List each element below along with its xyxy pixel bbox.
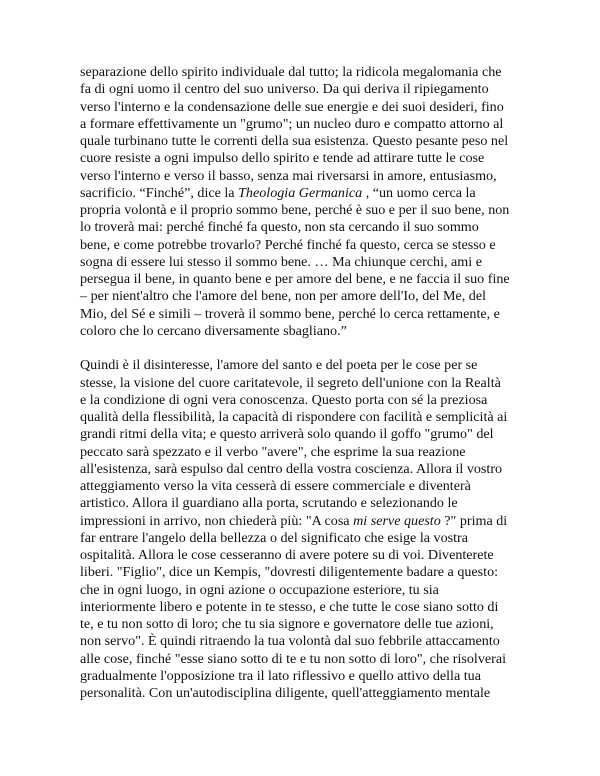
text-line: verso l'interno e verso il basso, senza mai riversarsi in amore, entusiasmo, bbox=[80, 167, 497, 184]
text-line: a formare effettivamente un "grumo"; un nucleo duro e compatto attorno al bbox=[80, 115, 504, 132]
text-line: lo troverà mai: perché finché fa questo, non sta cercando il suo sommo bbox=[80, 219, 479, 236]
text-line: Mio, del Sé e simili – troverà il sommo bene, perché lo cerca rettamente, e bbox=[80, 305, 500, 322]
text-line: che in ogni luogo, in ogni azione o occupazione esteriore, tu sia bbox=[80, 581, 439, 598]
text-line: bene, e come potrebbe trovarlo? Perché finché fa questo, cerca se stesso e bbox=[80, 236, 496, 253]
paragraph-gap bbox=[80, 340, 530, 357]
text-line: far entrare l'angelo della bellezza o del significato che esige la vostra bbox=[80, 529, 468, 546]
text-line: peccato sarà spezzato e il verbo "avere", che esprime la sua reazione bbox=[80, 443, 466, 460]
text-line: interiormente libero e potente in te stesso, e che tutte le cose siano sotto di bbox=[80, 598, 499, 615]
text-segment: ?" prima di bbox=[440, 512, 508, 529]
text-line bbox=[80, 185, 530, 202]
text-line: te, e tu non sotto di loro; che tu sia signore e governatore delle tue azioni, bbox=[80, 616, 494, 632]
text-line: e la condizione di ogni vera conoscenza. Questo porta con sé la preziosa bbox=[80, 391, 488, 408]
text-line: personalità. Con un'autodisciplina diligente, quell'atteggiamento mentale bbox=[80, 685, 491, 701]
text-line: atteggiamento verso la vita cesserà di essere commerciale e diventerà bbox=[80, 478, 471, 494]
text-line: ospitalità. Allora le cose cesseranno di avere potere su di voi. Diventerete bbox=[80, 547, 494, 563]
document-page bbox=[80, 64, 530, 702]
text-line: liberi. "Figlio", dice un Kempis, "dovresti diligentemente badare a questo: bbox=[80, 564, 499, 581]
text-line: non servo". È quindi ritraendo la tua volontà dal suo febbrile attaccamento bbox=[80, 633, 500, 650]
text-line: cuore resiste a ogni impulso dello spirito e tende ad attirare tutte le cose bbox=[80, 150, 485, 167]
text-segment: sacrificio. “Finché”, dice la bbox=[80, 184, 239, 201]
italic-title: Theologia Germanica bbox=[238, 184, 363, 201]
text-line: alle cose, finché "esse siano sotto di te e tu non sotto di loro", che risolverai bbox=[80, 650, 506, 667]
text-line: gradualmente l'opposizione tra il lato riflessivo e quello attivo della tua bbox=[80, 667, 481, 684]
text-segment: impressioni in arrivo, non chiederà più: "A cosa bbox=[80, 512, 354, 529]
text-line: grandi ritmi della vita; e questo arriverà solo quando il goffo "grumo" del bbox=[80, 426, 494, 443]
text-line: stesse, la visione del cuore caritatevole, il segreto dell'unione con la Realtà bbox=[80, 374, 501, 391]
text-line: Quindi è il disinteresse, l'amore del santo e del poeta per le cose per se bbox=[80, 357, 478, 374]
text-line: – per nient'altro che l'amore del bene, non per amore dell'Io, del Me, del bbox=[80, 288, 487, 305]
text-line: coloro che lo cercano diversamente sbagliano.” bbox=[80, 322, 347, 339]
text-line: sogna di essere lui stesso il sommo bene. … Ma chiunque cerchi, ami e bbox=[80, 253, 482, 270]
text-line: persegua il bene, in quanto bene e per amore del bene, e ne faccia il suo fine bbox=[80, 271, 510, 287]
text-line: qualità della flessibilità, la capacità di rispondere con facilità e semplicità ai bbox=[80, 409, 508, 425]
text-line: all'esistenza, sarà espulso dal centro della vostra coscienza. Allora il vostro bbox=[80, 460, 503, 477]
paragraph-1 bbox=[80, 64, 530, 340]
text-line bbox=[80, 513, 530, 530]
text-segment: , “un uomo cerca la bbox=[362, 184, 476, 201]
text-line: verso l'interno e la condensazione delle sue energie e dei suoi desideri, fino bbox=[80, 98, 504, 115]
text-line: artistico. Allora il guardiano alla porta, scrutando e selezionando le bbox=[80, 495, 458, 512]
italic-title: mi serve questo bbox=[353, 512, 441, 529]
text-line: separazione dello spirito individuale dal tutto; la ridicola megalomania che bbox=[80, 64, 502, 80]
paragraph-2 bbox=[80, 357, 530, 702]
text-line: fa di ogni uomo il centro del suo universo. Da qui deriva il ripiegamento bbox=[80, 81, 489, 98]
text-line: propria volontà e il proprio sommo bene, perché è suo e per il suo bene, non bbox=[80, 202, 510, 218]
text-line: quale turbinano tutte le correnti della sua esistenza. Questo pesante peso nel bbox=[80, 133, 509, 149]
